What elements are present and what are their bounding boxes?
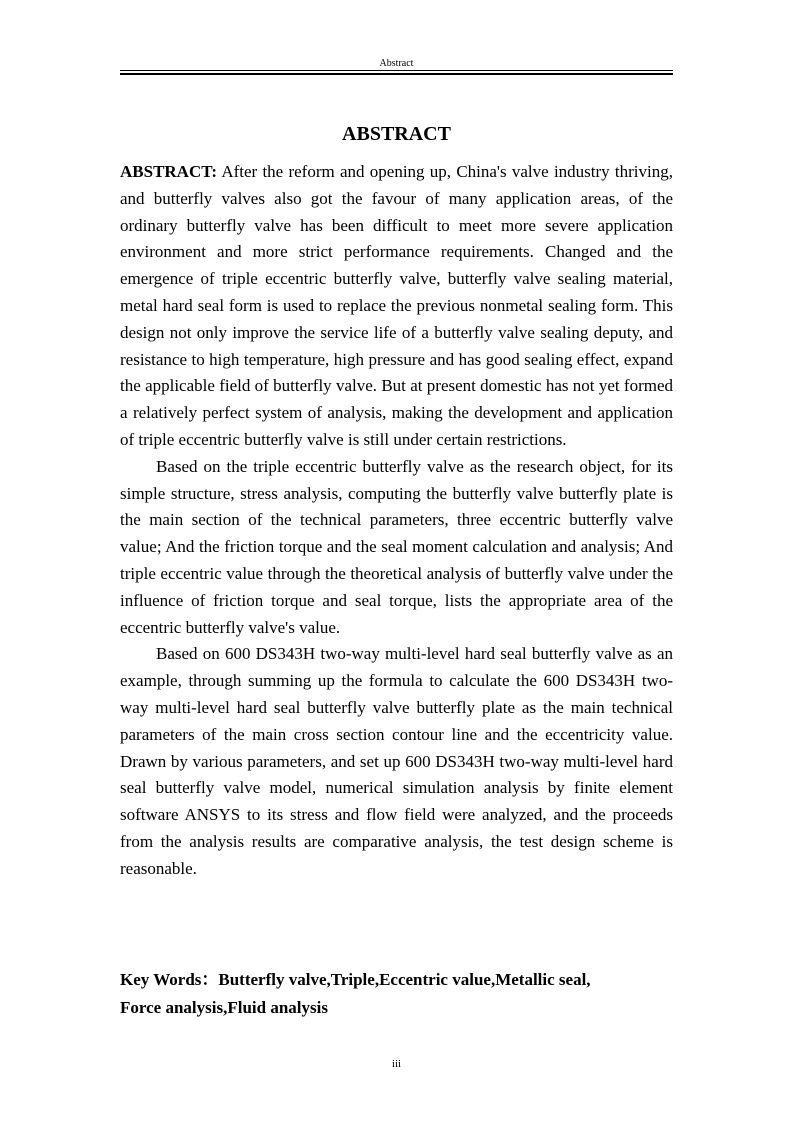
- keywords-line-1: [120, 966, 673, 994]
- abstract-paragraph-2: Based on the triple eccentric butterfly valve as the research object, for its simple structure, stress analysis, computing the butterfly valve butterfly plate is the main section of the technical parameters, three eccentric butterfly valve value; And the friction torque and the seal moment calculation and analysis; And triple eccentric value through the theoretical analysis of butterfly valve under the influence of friction torque and seal torque, lists the appropriate area of the eccentric butterfly valve's value.: [120, 456, 673, 637]
- header-rule-thin: [120, 70, 673, 71]
- abstract-lead: ABSTRACT:: [120, 162, 217, 181]
- keywords-list-1: Butterfly valve,Triple,Eccentric value,Metallic seal,: [218, 970, 591, 989]
- abstract-paragraph-3: Based on 600 DS343H two-way multi-level hard seal butterfly valve as an example, through summing up the formula to calculate the 600 DS343H two-way multi-level hard seal butterfly valve butterfly plate as the main technical parameters of the main cross section contour line and the eccentricity value. Drawn by various parameters, and set up 600 DS343H two-way multi-level hard seal butterfly valve model, numerical simulation analysis by finite element software ANSYS to its stress and flow field were analyzed, and the proceeds from the analysis results are comparative analysis, the test design scheme is reasonable.: [120, 644, 673, 878]
- page-number: iii: [391, 1058, 402, 1070]
- page-title: ABSTRACT: [342, 123, 451, 145]
- keywords-line-2: Force analysis,Fluid analysis: [120, 998, 328, 1017]
- running-header: Abstract: [379, 58, 414, 69]
- abstract-paragraph-1: [120, 159, 673, 454]
- keywords-label: Key Words：: [120, 970, 219, 989]
- abstract-paragraph-1-text: After the reform and opening up, China's valve industry thriving, and butterfly valves also got the favour of many application areas, of the ordinary butterfly valve has been difficult to meet more severe application environment and more strict performance requirements. Changed and the emergence of triple eccentric butterfly valve, butterfly valve sealing material, metal hard seal form is used to replace the previous nonmetal sealing form. This design not only improve the service life of a butterfly valve sealing deputy, and resistance to high temperature, high pressure and has good sealing effect, expand the applicable field of butterfly valve. But at present domestic has not yet formed a relatively perfect system of analysis, making the development and application of triple eccentric butterfly valve is still under certain restrictions.: [120, 162, 674, 449]
- keywords: [120, 966, 673, 1022]
- abstract-body: [120, 159, 673, 883]
- header-rule-thick: [120, 73, 673, 75]
